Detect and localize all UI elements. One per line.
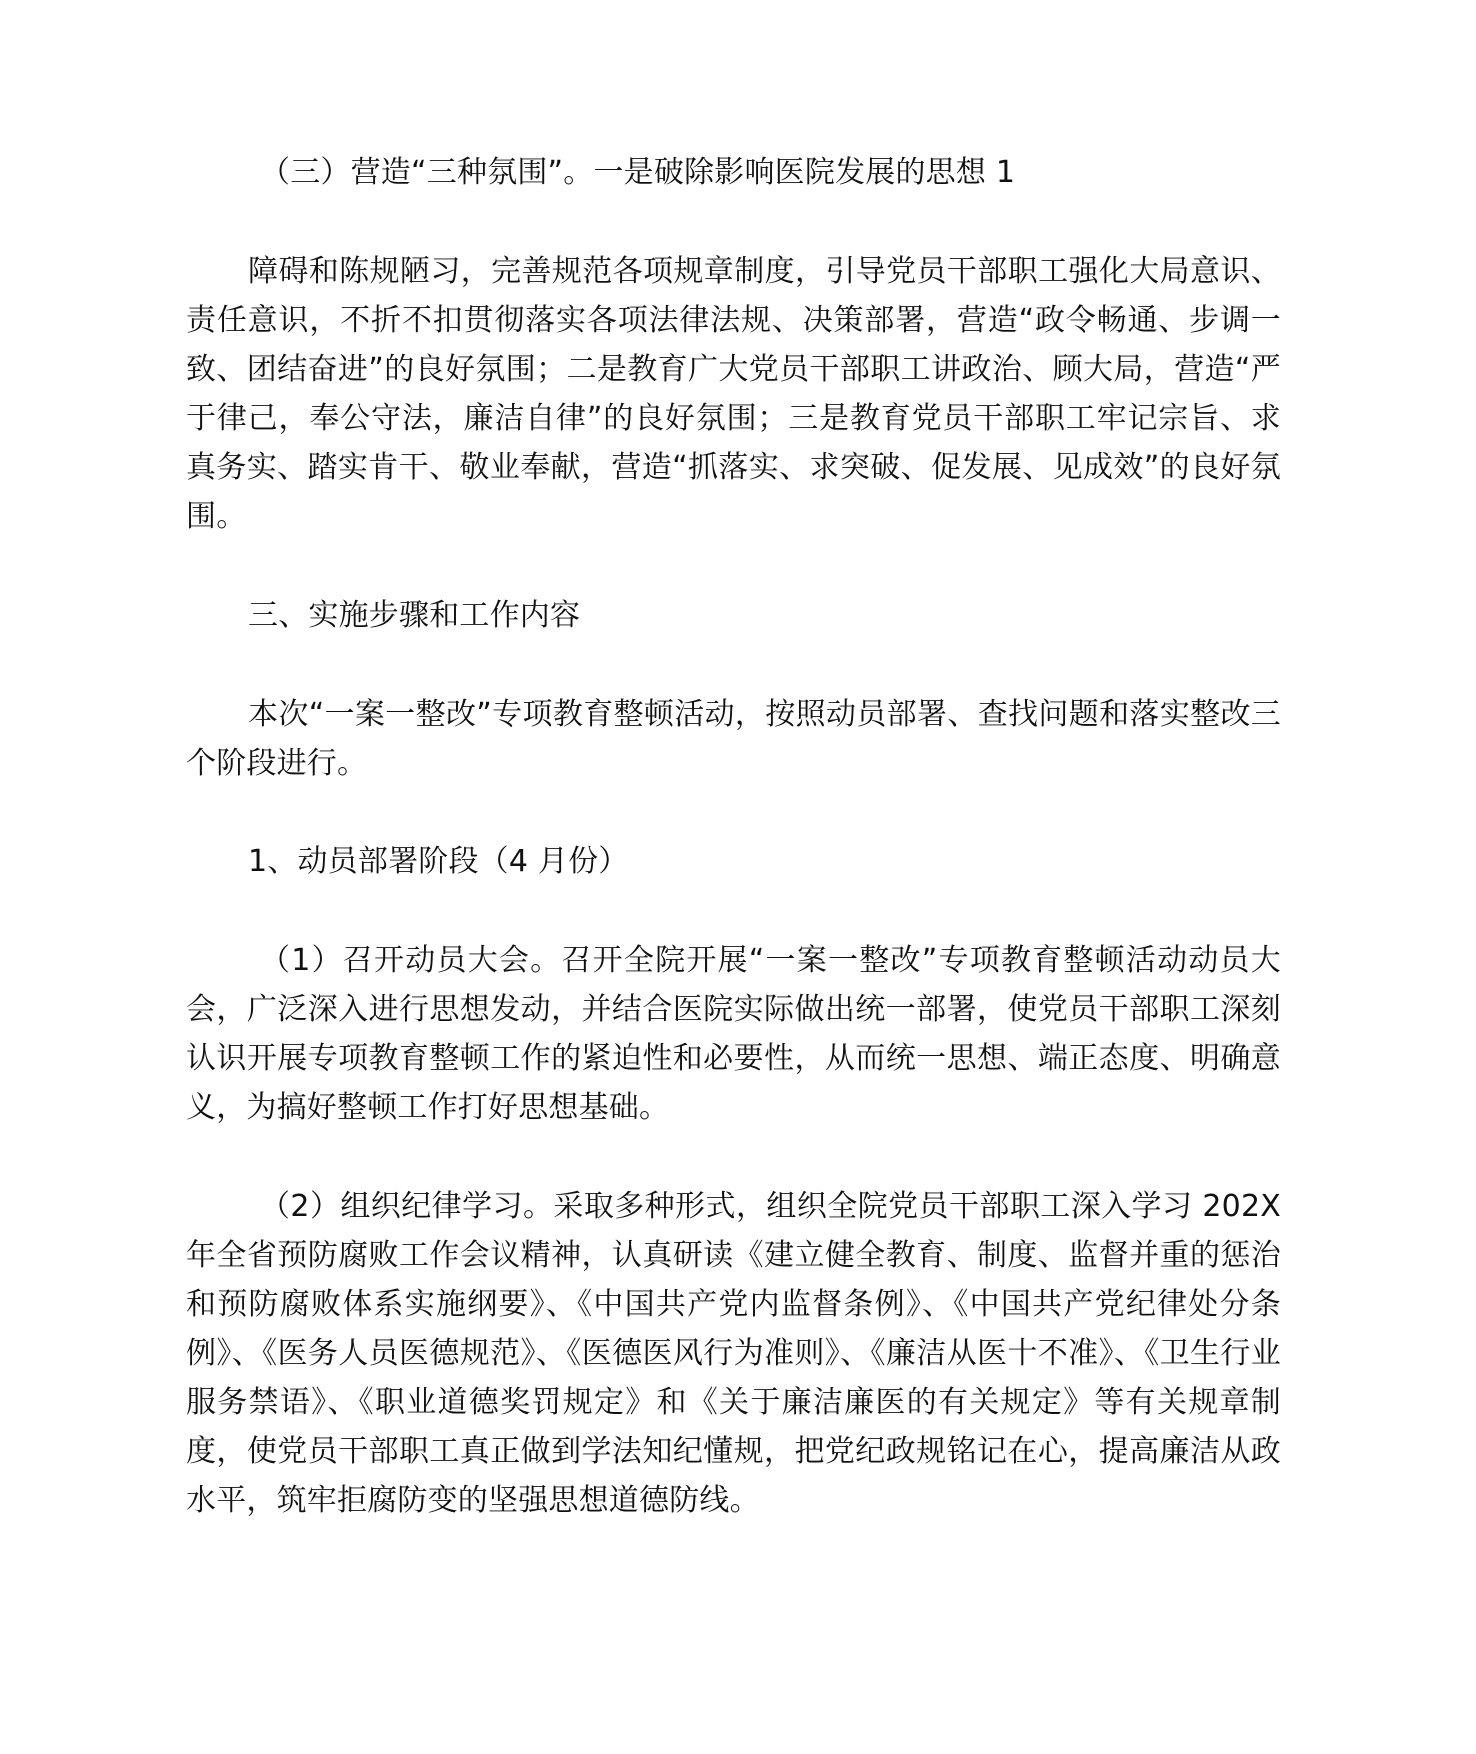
paragraph-mobilization-meeting: （1）召开动员大会。召开全院开展“一案一整改”专项教育整顿活动动员大会，广泛深入进行思想发动，并结合医院实际做出统一部署，使党员干部职工深刻认识开展专项教育整顿工作的紧迫性和必要性，从而统一思想、端正态度、明确意义，为搞好整顿工作打好思想基础。 bbox=[186, 943, 1281, 1125]
section-heading-implementation: 三、实施步骤和工作内容 bbox=[248, 598, 581, 633]
paragraph-three-atmospheres-body: 障碍和陈规陋习，完善规范各项规章制度，引导党员干部职工强化大局意识、责任意识，不折不扣贯彻落实各项法律法规、决策部署，营造“政令畅通、步调一致、团结奋进”的良好氛围；二是教育广大党员干部职工讲政治、顾大局，营造“严于律己，奉公守法，廉洁自律”的良好氛围；三是教育党员干部职工牢记宗旨、求真务实、踏实肯干、敬业奉献，营造“抓落实、求突破、促发展、见成效”的良好氛围。 bbox=[186, 254, 1281, 534]
paragraph-three-atmospheres-heading: （三）营造“三种氛围”。一是破除影响医院发展的思想 1 bbox=[260, 155, 1016, 190]
stage-heading-mobilization: 1、动员部署阶段（4 月份） bbox=[248, 844, 629, 879]
paragraph-discipline-study: （2）组织纪律学习。采取多种形式，组织全院党员干部职工深入学习 202X 年全省预防腐败工作会议精神，认真研读《建立健全教育、制度、监督并重的惩治和预防腐败体系实施纲要》、《中国共产党内监督条例》、《中国共产党纪律处分条例》、《医务人员医德规范》、《医德医风行为准则》、《廉洁从医十不准》、《卫生行业服务禁语》、《职业道德奖罚规定》和《关于廉洁廉医的有关规定》等有关规章制度，使党员干部职工真正做到学法知纪懂规，把党纪政规铭记在心，提高廉洁从政水平，筑牢拒腐防变的坚强思想道德防线。 bbox=[186, 1189, 1281, 1518]
paragraph-three-stages: 本次“一案一整改”专项教育整顿活动，按照动员部署、查找问题和落实整改三个阶段进行。 bbox=[186, 697, 1281, 781]
